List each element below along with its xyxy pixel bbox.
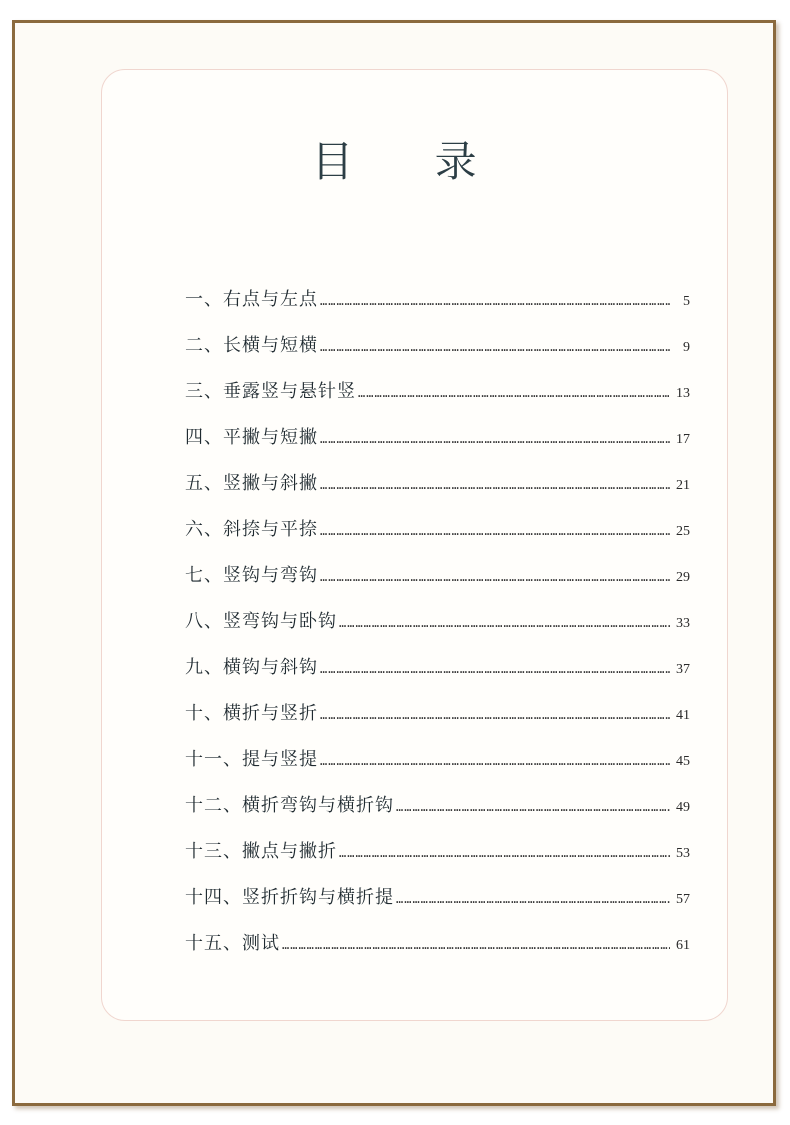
toc-entry[interactable] (185, 699, 690, 745)
toc-entry[interactable] (185, 423, 690, 469)
toc-entry[interactable] (185, 607, 690, 653)
toc-entry-page: 29 (676, 570, 690, 585)
toc-entry-page: 9 (683, 340, 690, 355)
dot-leader (396, 892, 670, 906)
toc-entry-label: 十一、提与竖提 (185, 749, 318, 770)
toc-entry-page: 57 (676, 892, 690, 907)
toc-entry-page: 13 (676, 386, 690, 401)
toc-entry-label: 五、竖撇与斜撇 (185, 473, 318, 494)
toc-entry-label: 十四、竖折折钩与横折提 (185, 887, 394, 908)
toc-entry-label: 二、长横与短横 (185, 335, 318, 356)
toc-entry-label: 六、斜捺与平捺 (185, 519, 318, 540)
dot-leader (320, 754, 670, 768)
toc-entry-label: 九、横钩与斜钩 (185, 657, 318, 678)
toc-entry-page: 53 (676, 846, 690, 861)
toc-entry[interactable] (185, 331, 690, 377)
toc-entry[interactable] (185, 791, 690, 837)
dot-leader (320, 478, 670, 492)
toc-entry[interactable] (185, 377, 690, 423)
toc-entry-label: 三、垂露竖与悬针竖 (185, 381, 356, 402)
toc-entry-label: 一、右点与左点 (185, 289, 318, 310)
toc-entry-page: 61 (676, 938, 690, 953)
dot-leader (320, 708, 670, 722)
toc-entry[interactable] (185, 745, 690, 791)
toc-entry-page: 5 (683, 294, 690, 309)
toc-entry-page: 17 (676, 432, 690, 447)
page-title: 目 录 (311, 137, 511, 186)
toc-entry[interactable] (185, 837, 690, 883)
toc-entry-page: 41 (676, 708, 690, 723)
toc-entry[interactable] (185, 653, 690, 699)
dot-leader (320, 294, 670, 308)
toc-entry-label: 十二、横折弯钩与横折钩 (185, 795, 394, 816)
toc-entry[interactable] (185, 515, 690, 561)
toc-entry[interactable] (185, 883, 690, 929)
toc-entry[interactable] (185, 561, 690, 607)
dot-leader (320, 340, 670, 354)
dot-leader (282, 938, 670, 952)
page-frame (12, 20, 776, 1106)
dot-leader (339, 616, 670, 630)
toc-entry-label: 十、横折与竖折 (185, 703, 318, 724)
toc-entry-label: 十五、测试 (185, 933, 280, 954)
table-of-contents (185, 285, 690, 975)
dot-leader (320, 524, 670, 538)
toc-entry-page: 45 (676, 754, 690, 769)
toc-entry[interactable] (185, 929, 690, 975)
toc-entry-label: 十三、撇点与撇折 (185, 841, 337, 862)
toc-entry-label: 七、竖钩与弯钩 (185, 565, 318, 586)
dot-leader (320, 662, 670, 676)
dot-leader (396, 800, 670, 814)
toc-entry[interactable] (185, 285, 690, 331)
toc-entry[interactable] (185, 469, 690, 515)
toc-entry-page: 37 (676, 662, 690, 677)
toc-entry-page: 21 (676, 478, 690, 493)
toc-entry-page: 25 (676, 524, 690, 539)
toc-entry-page: 33 (676, 616, 690, 631)
dot-leader (339, 846, 670, 860)
toc-entry-page: 49 (676, 800, 690, 815)
dot-leader (320, 570, 670, 584)
dot-leader (320, 432, 670, 446)
dot-leader (358, 386, 670, 400)
toc-entry-label: 八、竖弯钩与卧钩 (185, 611, 337, 632)
toc-entry-label: 四、平撇与短撇 (185, 427, 318, 448)
